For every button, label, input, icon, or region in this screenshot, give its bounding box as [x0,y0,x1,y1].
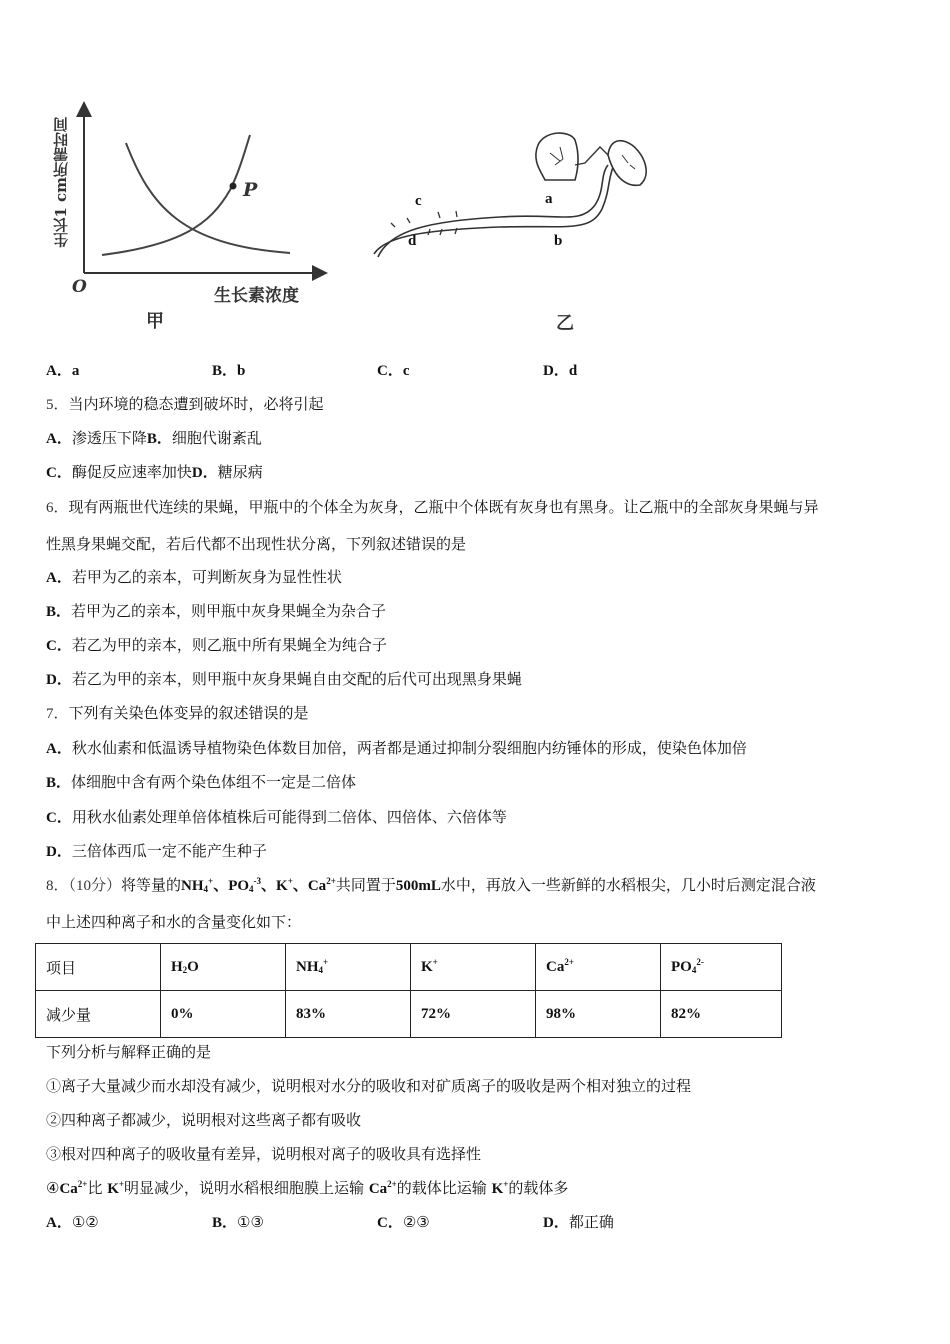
table-cell: 82% [661,991,782,1038]
q4-option-b[interactable]: B．b [212,363,246,379]
q7-option-c[interactable]: C．用秋水仙素处理单倍体植株后可能得到二倍体、四倍体、六倍体等 [46,808,507,826]
q6-option-c[interactable]: C．若乙为甲的亲本，则乙瓶中所有果蝇全为纯合子 [46,636,387,654]
q5-option-a[interactable]: A．渗透压下降 [46,429,147,447]
q4-option-c[interactable]: C．c [377,363,410,379]
table-header-cell-po4: $PO_4^{2-}$ [661,944,782,991]
table-header-cell: 项目 [36,944,161,991]
q5-options-row1 [46,428,262,449]
table-cell: 83% [286,991,411,1038]
figure-jia-graph [40,95,340,335]
q7-option-a[interactable]: A．秋水仙素和低温诱导植物染色体数目加倍，两者都是通过抑制分裂细胞内纺锤体的形成，使染色体加倍 [46,739,747,757]
seedling-drawing [360,125,660,340]
origin-label: O [72,277,87,297]
table-cell: 72% [411,991,536,1038]
table-cell: 0% [161,991,286,1038]
q6-stem-line2: 性黑身果蝇交配，若后代都不出现性状分离，下列叙述错误的是 [46,535,467,553]
q8-option-d[interactable]: D．都正确 [543,1213,614,1231]
q6-option-d[interactable]: D．若乙为甲的亲本，则甲瓶中灰身果蝇自由交配的后代可出现黑身果蝇 [46,670,522,688]
q8-option-c[interactable]: C．②③ [377,1213,430,1231]
q8-statement-2: ②四种离子都减少，说明根对这些离子都有吸收 [46,1111,362,1129]
q5-option-c[interactable]: C．酶促反应速率加快 [46,463,192,481]
q5-option-b[interactable]: B．细胞代谢紊乱 [146,429,262,447]
q5-option-d[interactable]: D．糖尿病 [191,463,263,481]
q4-option-a[interactable]: A．a [46,363,80,379]
q8-prompt: 下列分析与解释正确的是 [46,1043,212,1061]
q4-option-d[interactable]: D．d [543,363,578,379]
q8-statement-1: ①离子大量减少而水却没有减少，说明根对水分的吸收和对矿质离子的吸收是两个相对独立的过程 [46,1077,692,1095]
figure-caption-jia: 甲 [146,311,164,332]
table-cell: 98% [536,991,661,1038]
q6-option-b[interactable]: B．若甲为乙的亲本，则甲瓶中灰身果蝇全为杂合子 [46,602,387,620]
label-a: a [545,191,553,207]
table-header-cell-h2o: $H_2O$ [161,944,286,991]
figure-yi-seedling [360,125,660,340]
ion-reduction-table [35,943,782,1038]
q7-option-b[interactable]: B．体细胞中含有两个染色体组不一定是二倍体 [46,773,357,791]
q8-statement-3: ③根对四种离子的吸收量有差异，说明根对离子的吸收具有选择性 [46,1145,482,1163]
q7-stem: 7．下列有关染色体变异的叙述错误的是 [46,704,309,722]
table-header-cell-nh4: $NH_4^+$ [286,944,411,991]
q6-option-a[interactable]: A．若甲为乙的亲本，可判断灰身为显性性状 [46,568,342,586]
q8-stem-line1: 8．（10分）将等量的$NH_4^+$、$PO_4^{-3}$、K+、$Ca^{2+}$共同置于500mL水中，再放入一些新鲜的水稻根尖，几小时后测定混合液 [46,876,816,894]
table-header-row [36,944,782,991]
point-p-marker [230,183,237,190]
x-axis-label: 生长素浓度 [214,286,299,306]
label-c: c [415,193,422,209]
label-b: b [554,233,563,249]
q8-statement-4: $④Ca^{2+}$比 K+明显减少，说明水稻根细胞膜上运输 $Ca^{2+}$的载体比运输 K+的载体多 [46,1179,569,1197]
table-header-cell-ca: $Ca^{2+}$ [536,944,661,991]
figure-caption-yi: 乙 [556,313,574,334]
label-d: d [408,233,417,249]
q7-option-d[interactable]: D．三倍体西瓜一定不能产生种子 [46,842,267,860]
q6-stem-line1: 6．现有两瓶世代连续的果蝇，甲瓶中的个体全为灰身，乙瓶中个体既有灰身也有黑身。让乙瓶中的全部灰身果蝇与异 [46,498,819,516]
q8-stem-line2: 中上述四种离子和水的含量变化如下： [46,913,302,931]
table-row [36,991,782,1038]
y-axis-label: 生长1 cm所需时间 [52,117,70,248]
table-header-cell-k: K+ [411,944,536,991]
point-p-label: P [243,179,258,201]
q8-option-b[interactable]: B．①③ [212,1213,264,1231]
q5-stem: 5．当内环境的稳态遭到破坏时，必将引起 [46,395,324,413]
table-cell: 减少量 [36,991,161,1038]
q5-options-row2 [46,462,263,483]
q8-option-a[interactable]: A．①② [46,1213,99,1231]
